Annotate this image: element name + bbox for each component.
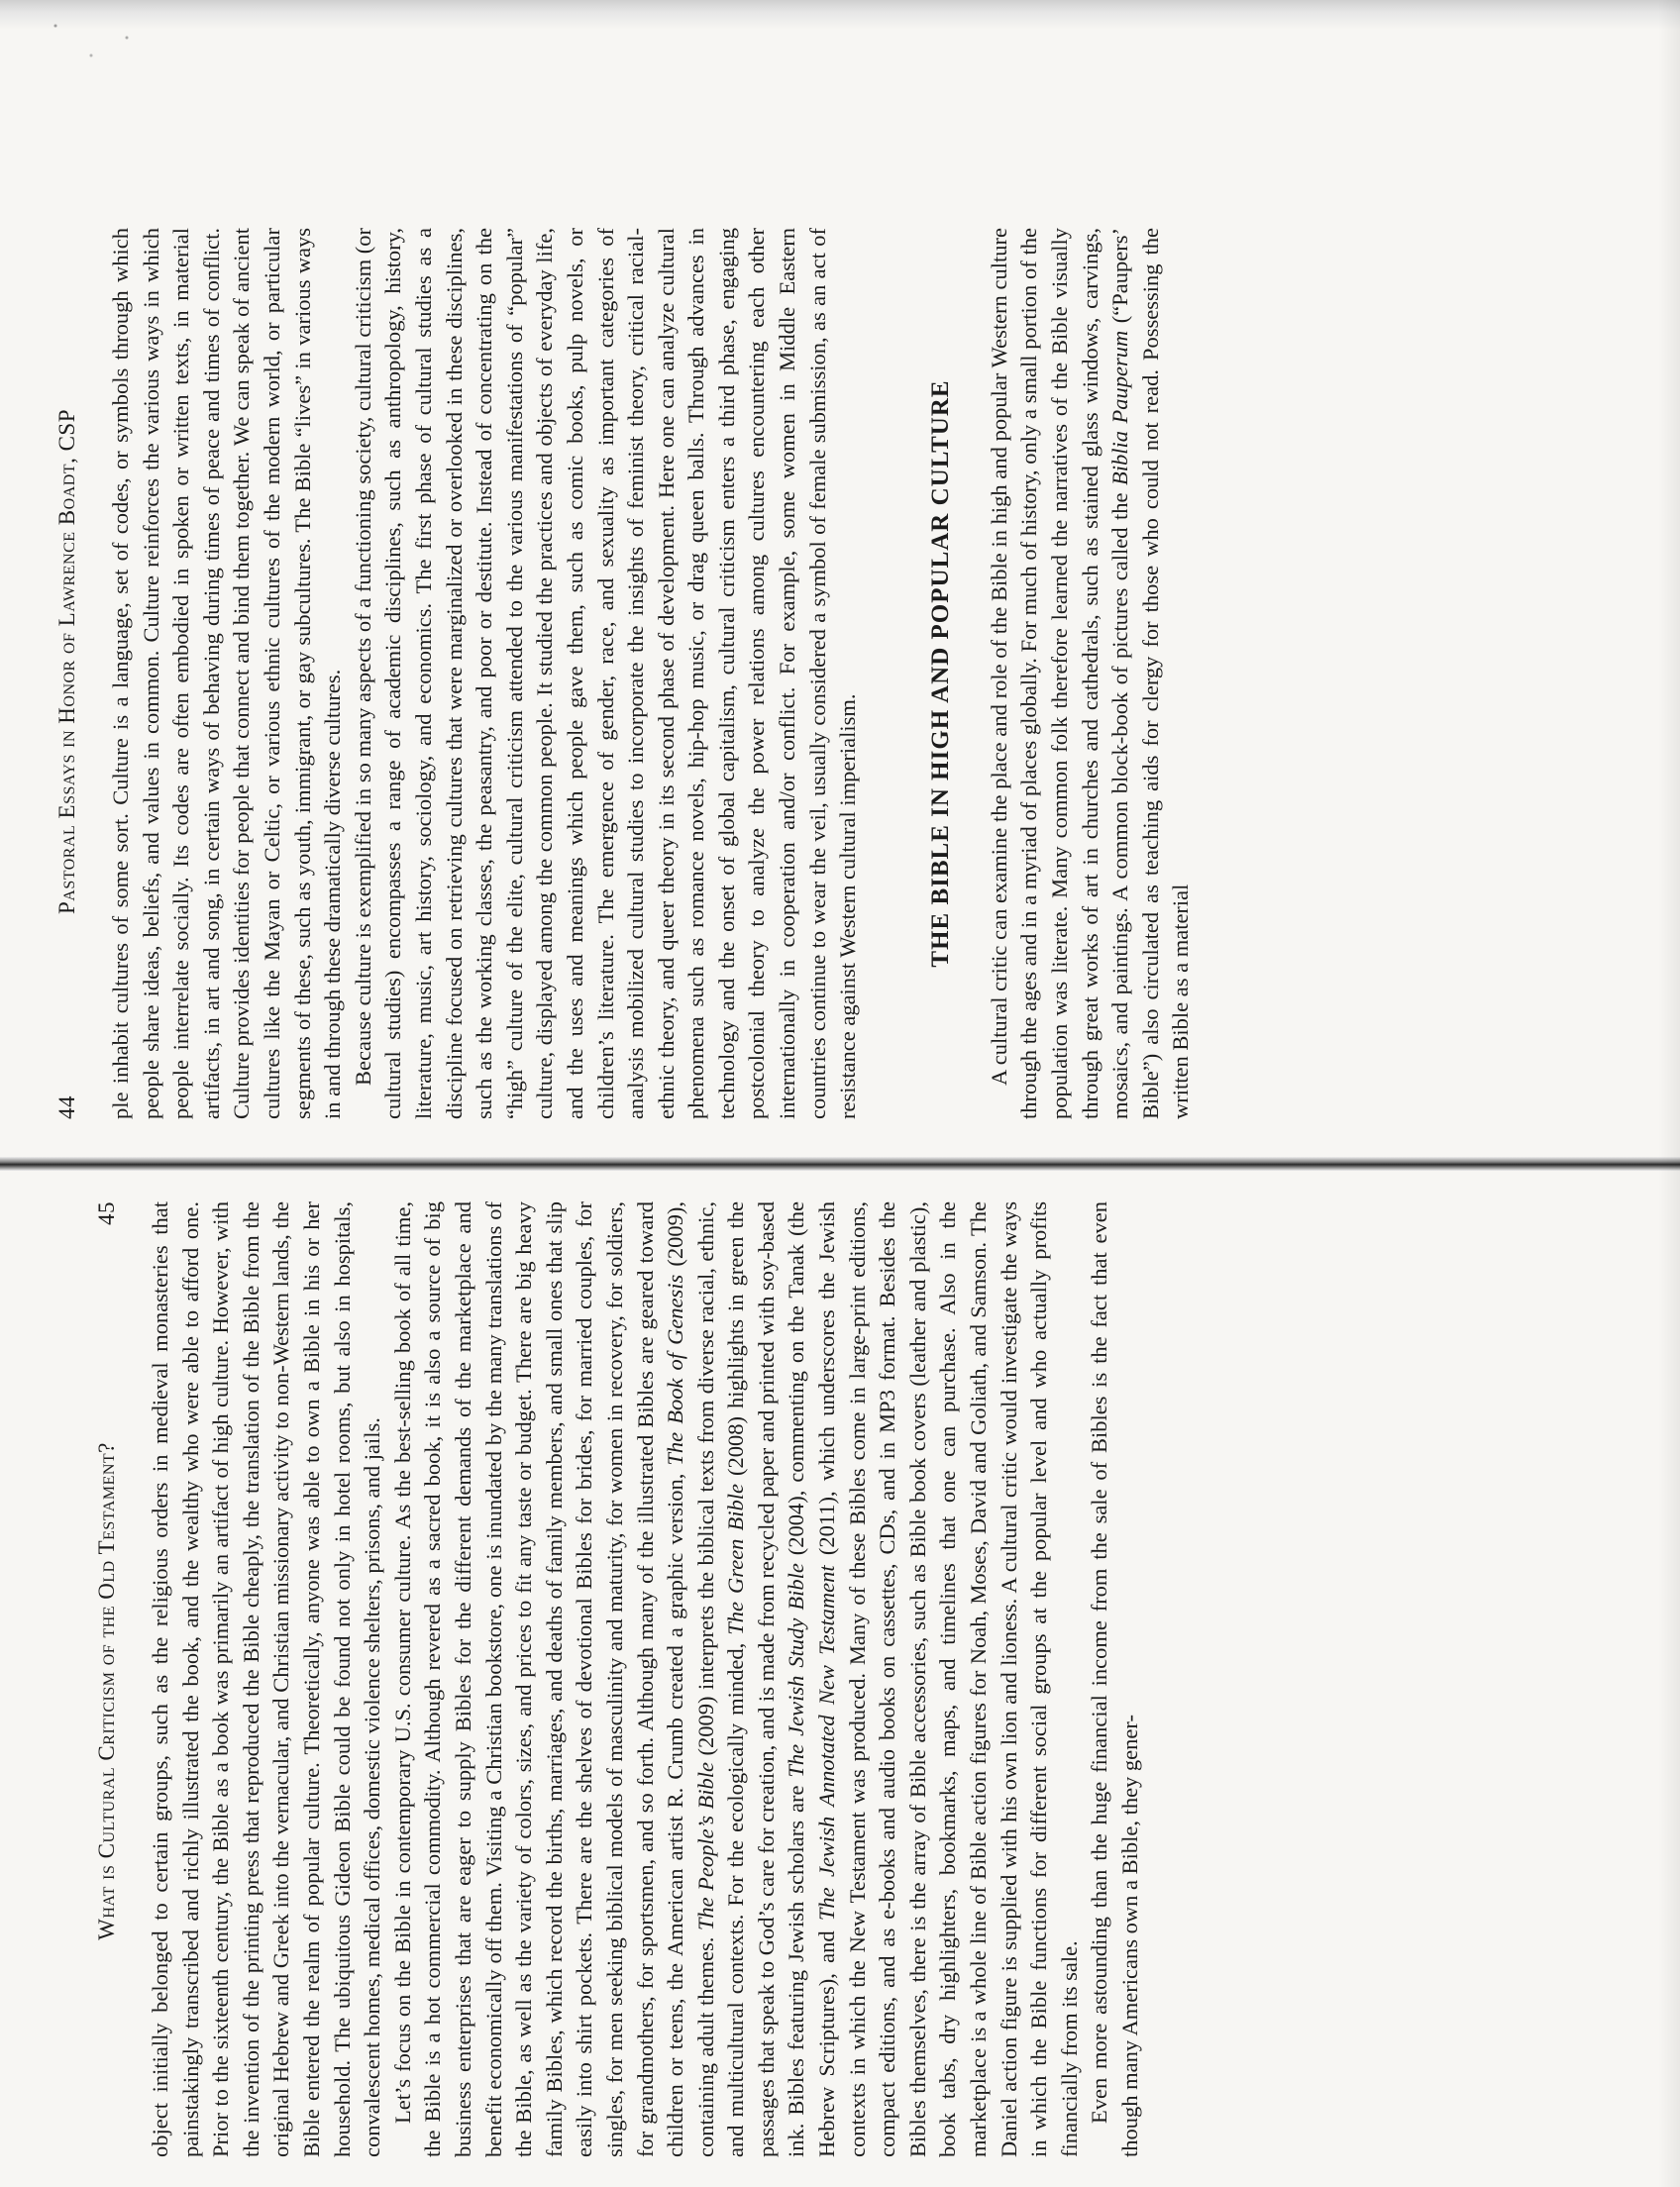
text-run: (2009), containing adult themes. bbox=[663, 1201, 718, 2157]
text-run: (2009) interprets the biblical texts from diverse racial, ethnic, and multicultural contexts. For the ecologically minded, bbox=[692, 1201, 749, 2157]
book-gutter bbox=[0, 1157, 1680, 1171]
scan-shadow-edge bbox=[1658, 0, 1680, 2187]
paragraph: Even more astounding than the huge financial income from the sale of Bibles is the fact that even though many Americans own a Bible, they gener- bbox=[1087, 1201, 1142, 2157]
paragraph bbox=[985, 228, 1197, 1119]
scan-edge-artifact bbox=[0, 0, 1680, 30]
scan-speckle-artifact bbox=[20, 8, 198, 67]
running-head-44 bbox=[54, 228, 106, 1119]
italic-title: The Book of Genesis bbox=[663, 1274, 688, 1466]
paragraph bbox=[388, 1201, 1086, 2157]
text-run: Let’s focus on the Bible in contemporary U.S. consumer culture. As the best-selling book of all time, the Bible is a hot commercial commodity. Although revered as a sacred book, it is also a source of big business enterprises that are eager to supply Bibles for the different demands of the marketplace and benefit economically off them. Visiting a Christian bookstore, one is inundated by the many translations of the Bible, as well as the variety of colors, sizes, and prices to fit any taste or budget. There are big heavy family Bibles, which record the births, marriages, and deaths of family members, and small ones that slip easily into shirt pockets. There are the shelves of devotional Bibles for brides, for married couples, for singles, for men seeking biblical models of masculinity and maturity, for women in recovery, for soldiers, for grandmothers, for sportsmen, and so forth. Although many of the illustrated Bibles are geared toward children or teens, the American artist R. Crumb created a graphic version, bbox=[389, 1201, 688, 2157]
text-run: (2008) highlights in green the passages that speak to God’s care for creation, and is made from recycled paper and printed with soy-based ink. Bibles featuring Jewish scholars are bbox=[723, 1201, 809, 2157]
page-44 bbox=[54, 227, 1194, 1119]
section-heading: THE BIBLE IN HIGH AND POPULAR CULTURE bbox=[926, 379, 954, 968]
paragraph: Because culture is exemplified in so many aspects of a functioning society, cultural criticism (or cultural studies) encompasses a range of academic disciplines, such as anthropology, history, literature, music, art history, sociology, and economics. The first phase of cultural studies as a discipline focused on retrieving cultures that were marginalized or overlooked in these disciplines, such as the working classes, the peasantry, and poor or destitute. Instead of concentrating on the “high” culture of the elite, cultural criticism attended to the various manifestations of “popular” culture, displayed among the common people. It studied the practices and objects of everyday life, and the uses and meanings which people gave them, such as comic books, pulp novels, or children’s literature. The emergence of gender, race, and sexuality as important categories of analysis mobilized cultural studies to incorporate the insights of feminist theory, critical racial-ethnic theory, and queer theory in its second phase of development. Here one can analyze cultural phenomena such as romance novels, hip-hop music, or drag queen balls. Through advances in technology and the onset of global capitalism, cultural criticism enters a third phase, engaging postcolonial theory to analyze the power relations among cultures encountering each other internationally in cooperation and/or conflict. For example, some women in Middle Eastern countries continue to wear the veil, usually considered a symbol of female submission, as an act of resistance against Western cultural imperialism. bbox=[350, 228, 861, 1119]
running-head-title: What is Cultural Criticism of the Old Testament? bbox=[94, 1442, 119, 1940]
paragraph: ple inhabit cultures of some sort. Culture is a language, set of codes, or symbols through which people share ideas, beliefs, and values in common. Culture reinforces the various ways in which people interrelate socially. Its codes are often embodied in spoken or written texts, in material artifacts, in art and song, in certain ways of behaving during times of peace and times of conflict. Culture provides identities for people that connect and bind them together. We can speak of ancient cultures like the Mayan or Celtic, or various ethnic cultures of the modern world, or particular segments of these, such as youth, immigrant, or gay subcultures. The Bible “lives” in various ways in and through these dramatically diverse cultures. bbox=[108, 228, 346, 1119]
italic-title: The People’s Bible bbox=[692, 1762, 718, 1931]
italic-title: The Jewish Annotated New Testament bbox=[814, 1565, 840, 1922]
italic-title: The Jewish Study Bible bbox=[784, 1563, 809, 1778]
text-run: (2011), which underscores the Jewish contexts in which the New Testament was produced. Many of these Bibles come in large-print editions, compact editions, and as e-books and audio books on cassettes, CDs, and in MP3 format. Besides the Bibles themselves, there is the array of Bible accessories, such as Bible book covers (leather and plastic), book tabs, dry highlighters, bookmarks, maps, and timelines that one can purchase. Also in the marketplace is a whole line of Bible action figures for Noah, Moses, David and Goliath, and Samson. The Daniel action figure is supplied with his own lion and lioness. A cultural critic would investigate the ways in which the Bible functions for different social groups at the popular level and who actually profits financially from its sale. bbox=[814, 1201, 1082, 2157]
paragraph: object initially belonged to certain groups, such as the religious orders in medieval monasteries that painstakingly transcribed and richly illustrated the book, and the wealthy who were able to afford one. Prior to the sixteenth century, the Bible as a book was primarily an artifact of high culture. However, with the invention of the printing press that reproduced the Bible cheaply, the translation of the Bible from the original Hebrew and Greek into the vernacular, and Christian missionary activity to non-Western lands, the Bible entered the realm of popular culture. Theoretically, anyone was able to own a Bible in his or her household. The ubiquitous Gideon Bible could be found not only in hotel rooms, but also in hospitals, convalescent homes, medical offices, domestic violence shelters, prisons, and jails. bbox=[148, 1201, 385, 2157]
page-45 bbox=[94, 1201, 1208, 2157]
text-run: (2004), commenting on the Tanak (the Hebrew Scriptures), and bbox=[784, 1201, 840, 2157]
page-number: 45 bbox=[94, 1201, 119, 1225]
running-head-title: Pastoral Essays in Honor of Lawrence Boadt, CSP bbox=[54, 408, 79, 915]
text-run: A cultural critic can examine the place and role of the Bible in high and popular Western culture through the ages and in a myriad of places globally. For much of history, only a small portion of the population was literate. Many common folk therefore learned the narratives of the Bible visually through great works of art in churches and cathedrals, such as stained glass windows, carvings, mosaics, and paintings. A common block-book of pictures called the bbox=[986, 228, 1133, 1119]
running-head-45 bbox=[94, 1201, 146, 2157]
text-run: (“Paupers’ Bible”) also circulated as teaching aids for clergy for those who could not read. Possessing the written Bible as a material bbox=[1107, 227, 1194, 1119]
italic-title: The Green Bible bbox=[723, 1484, 749, 1635]
page-45-body bbox=[146, 1201, 1146, 2157]
page-44-body bbox=[106, 228, 1197, 1119]
italic-title: Biblia Pauperum bbox=[1107, 330, 1133, 485]
page-number: 44 bbox=[54, 1095, 79, 1119]
